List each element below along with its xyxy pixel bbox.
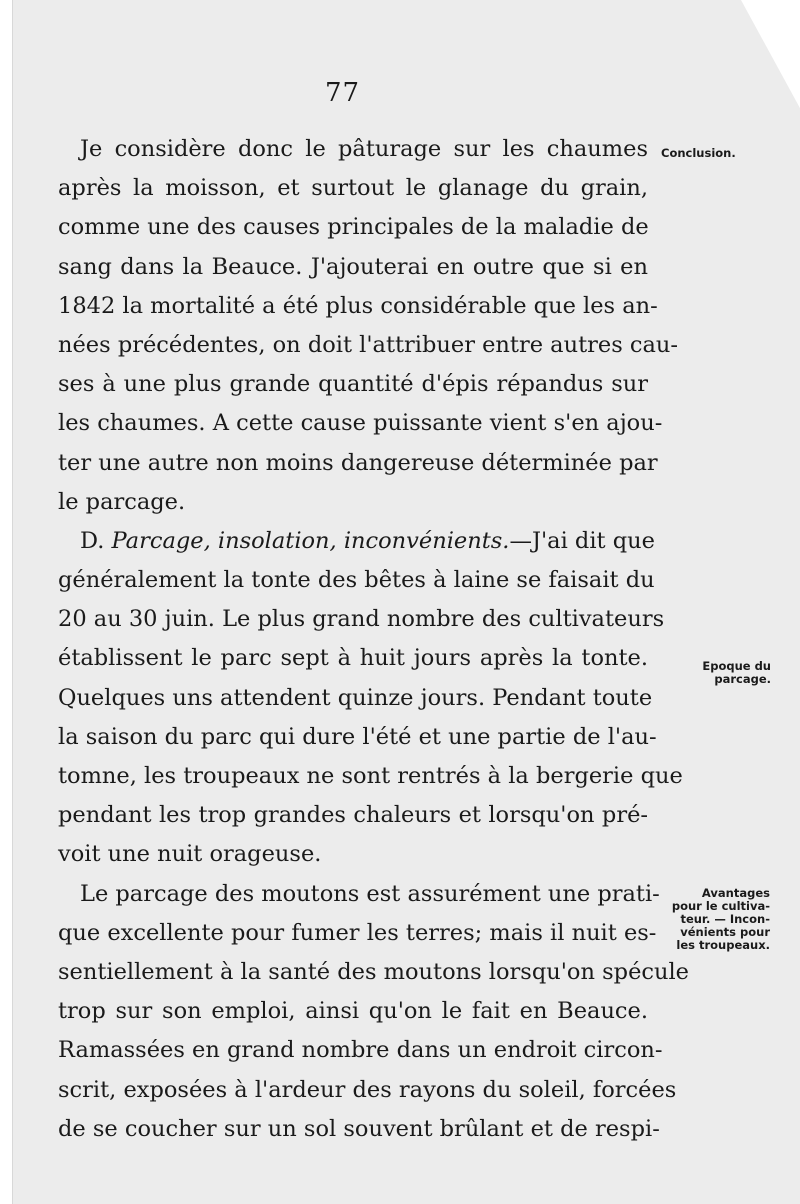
page-number: 77 <box>325 78 361 108</box>
text-line: après la moisson, et surtout le glanage du grain, <box>58 175 648 202</box>
margin-note-line: teur. — Incon- <box>680 912 770 926</box>
text-line: Le parcage des moutons est assurément une prati- <box>80 880 660 907</box>
margin-note-line: pour le cultiva- <box>671 899 770 913</box>
text-line: que excellente pour fumer les terres; mais il nuit es- <box>58 919 657 946</box>
text-line: ter une autre non moins dangereuse déterminée par <box>58 449 658 476</box>
text-line: Je considère donc le pâturage sur les chaumes <box>80 136 648 162</box>
margin-note-line: Epoque du <box>702 659 771 673</box>
text-line: tomne, les troupeaux ne sont rentrés à la bergerie que <box>58 763 683 789</box>
section-letter: D. <box>80 527 105 554</box>
text-line: voit une nuit orageuse. <box>58 841 322 868</box>
text-line: généralement la tonte des bêtes à laine se faisait du <box>58 567 655 594</box>
text-line: 1842 la mortalité a été plus considérable que les an- <box>58 292 658 319</box>
margin-note-line: vénients pour <box>680 925 770 939</box>
text-line: la saison du parc qui dure l'été et une partie de l'au- <box>58 723 657 750</box>
margin-note-line: les troupeaux. <box>676 938 770 952</box>
text-line: les chaumes. A cette cause puissante vient s'en ajou- <box>58 410 663 437</box>
text-line: de se coucher sur un sol souvent brûlant et de respi- <box>58 1115 660 1142</box>
section-heading-line <box>58 522 655 561</box>
text-line: pendant les trop grandes chaleurs et lorsqu'on pré- <box>58 802 648 829</box>
book-page <box>12 0 800 1204</box>
margin-note-avantages <box>658 887 770 952</box>
text-line: établissent le parc sept à huit jours après la tonte. <box>58 645 648 672</box>
body-text <box>58 130 689 1149</box>
margin-note-parcage <box>653 660 771 686</box>
text-line: Ramassées en grand nombre dans un endroit circon- <box>58 1037 663 1064</box>
text-line: le parcage. <box>58 488 186 515</box>
text-line: sang dans la Beauce. J'ajouterai en outre que si en <box>58 253 648 280</box>
text-line: ses à une plus grande quantité d'épis répandus sur <box>58 371 648 398</box>
folded-corner <box>741 0 800 110</box>
margin-note-conclusion: Conclusion. <box>661 146 736 160</box>
text-line: sentiellement à la santé des moutons lorsqu'on spécule <box>58 958 689 985</box>
text-line: nées précédentes, on doit l'attribuer entre autres cau- <box>58 331 679 358</box>
section-first-line-rest: —J'ai dit que <box>509 527 655 554</box>
text-line: 20 au 30 juin. Le plus grand nombre des cultivateurs <box>58 606 665 633</box>
text-line: comme une des causes principales de la maladie de <box>58 214 649 241</box>
text-line: trop sur son emploi, ainsi qu'on le fait en Beauce. <box>58 998 648 1025</box>
margin-note-line: Avantages <box>701 886 770 900</box>
section-title: Parcage, insolation, inconvénients. <box>111 527 510 554</box>
margin-note-line: parcage. <box>714 672 771 686</box>
text-line: Quelques uns attendent quinze jours. Pendant toute <box>58 684 653 711</box>
text-line: scrit, exposées à l'ardeur des rayons du soleil, forcées <box>58 1076 677 1103</box>
